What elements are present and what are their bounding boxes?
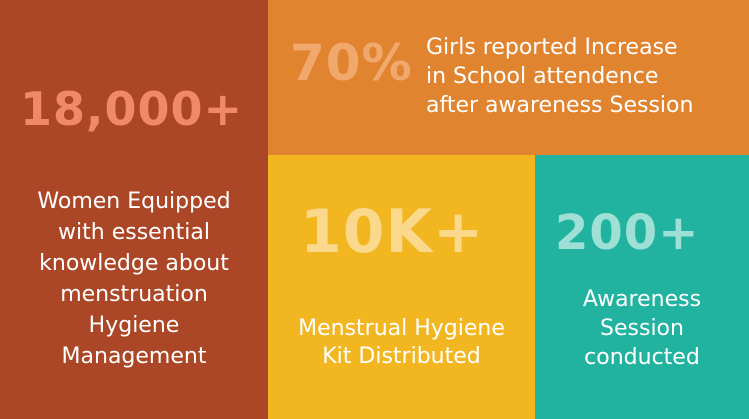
stat-tile-school-attendance [268,0,749,155]
stat-description-line: Session [600,316,684,341]
stat-description [268,315,535,371]
stat-figure: 10K+ [300,197,485,267]
stat-description-line: menstruation [60,282,208,307]
stat-tile-women-equipped [0,0,268,419]
stat-description [535,285,749,372]
stat-description-line: Hygiene [88,313,180,338]
stat-description-line: with essential [58,220,210,245]
stat-description-line: knowledge about [39,251,229,276]
stat-description-line: after awareness Session [426,93,694,118]
stat-description-line: conducted [584,345,700,370]
stat-description-line: Management [61,344,207,369]
stat-description-line: Women Equipped [37,189,231,214]
stat-description [0,186,268,372]
stat-description-line: Kit Distributed [322,344,481,369]
stat-figure: 70% [290,34,413,92]
stat-description-line: Awareness [582,287,702,312]
stat-tile-awareness-sessions [535,155,749,419]
stat-tile-hygiene-kits [268,155,535,419]
stat-description [426,33,746,120]
stat-description-line: in School attendence [426,64,659,89]
stat-figure: 200+ [555,205,700,261]
stat-figure: 18,000+ [20,82,244,136]
stat-description-line: Menstrual Hygiene [298,316,505,341]
stat-description-line: Girls reported Increase [426,35,678,60]
